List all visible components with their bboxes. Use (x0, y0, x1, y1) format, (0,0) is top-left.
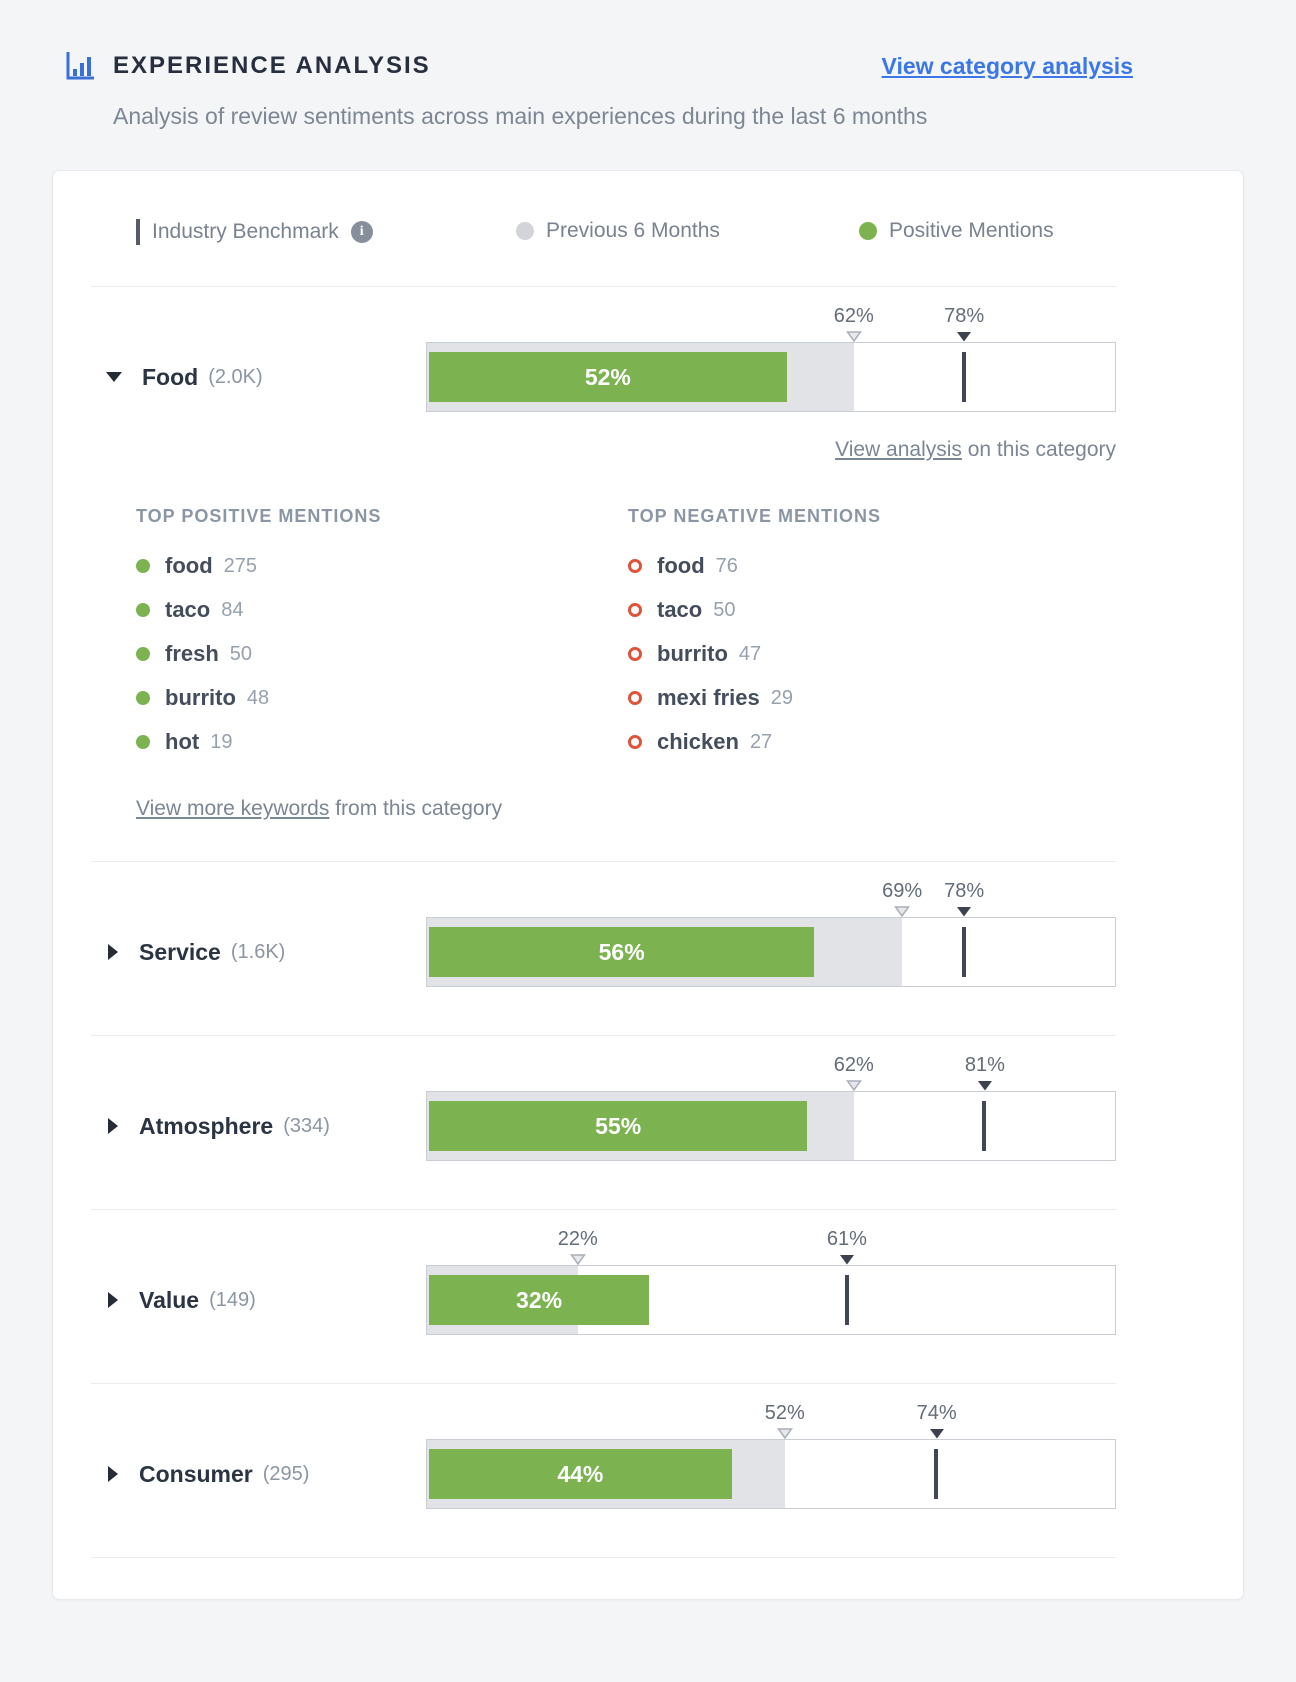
benchmark-triangle-icon (956, 331, 972, 342)
category-section-atmosphere (91, 1056, 1116, 1209)
bar-chart-icon (64, 50, 96, 82)
caret-right-icon[interactable] (108, 944, 118, 960)
bar-track (426, 1439, 1116, 1509)
negative-keyword-item: burrito 47 (628, 639, 1075, 669)
experience-analysis-card (52, 170, 1244, 1600)
sentiment-bar-consumer (426, 1404, 1116, 1509)
category-name: Atmosphere (139, 1112, 274, 1139)
benchmark-line (962, 927, 966, 977)
caret-right-icon[interactable] (108, 1292, 118, 1308)
negative-keyword-item: food 76 (628, 551, 1075, 581)
category-name: Food (142, 363, 199, 390)
negative-circle-icon (628, 735, 642, 749)
page-title: EXPERIENCE ANALYSIS (113, 52, 431, 79)
page-subtitle: Analysis of review sentiments across main experiences during the last 6 months (113, 103, 928, 129)
previous-marker: 62% (834, 1054, 874, 1091)
category-name: Service (139, 938, 221, 965)
negative-circle-icon (628, 647, 642, 661)
bar-track (426, 1265, 1116, 1335)
positive-keyword-item: food 275 (136, 551, 583, 581)
caret-right-icon[interactable] (108, 1118, 118, 1134)
sentiment-bar-food (426, 307, 1116, 412)
benchmark-triangle-icon (977, 1080, 993, 1091)
divider (91, 1557, 1116, 1558)
benchmark-triangle-icon (929, 1428, 945, 1439)
view-more-keywords-link[interactable]: View more keywords (136, 797, 330, 820)
divider (91, 861, 1116, 862)
previous-marker: 52% (765, 1402, 805, 1439)
category-row-food[interactable] (91, 307, 426, 412)
positive-dot-icon (859, 222, 877, 240)
bar-track (426, 342, 1116, 412)
category-section-food (91, 307, 1116, 861)
category-row-value[interactable] (91, 1230, 426, 1335)
negative-circle-icon (628, 691, 642, 705)
previous-triangle-icon (777, 1428, 793, 1439)
positive-value: 55% (595, 1112, 642, 1139)
positive-bar (429, 1275, 649, 1325)
divider (91, 1209, 1116, 1210)
benchmark-marker: 78% (944, 880, 984, 917)
positive-value: 32% (516, 1286, 563, 1313)
benchmark-marker: 61% (827, 1228, 867, 1265)
positive-bar (429, 1101, 807, 1151)
category-section-consumer (91, 1404, 1116, 1557)
category-row-consumer[interactable] (91, 1404, 426, 1509)
category-count: (2.0K) (208, 365, 263, 388)
benchmark-marker: 74% (917, 1402, 957, 1439)
positive-value: 56% (598, 938, 645, 965)
legend-previous-label: Previous 6 Months (546, 219, 720, 242)
category-name: Value (139, 1286, 200, 1313)
benchmark-triangle-icon (956, 906, 972, 917)
positive-bar (429, 352, 787, 402)
positive-keyword-item: taco 84 (136, 595, 583, 625)
positive-keyword-item: fresh 50 (136, 639, 583, 669)
benchmark-marker: 78% (944, 305, 984, 342)
positive-dot-icon (136, 559, 150, 573)
positive-bar (429, 927, 814, 977)
view-analysis-link[interactable]: View analysis (835, 438, 962, 461)
experience-analysis-header (64, 50, 1133, 130)
benchmark-line (982, 1101, 986, 1151)
benchmark-line (962, 352, 966, 402)
sentiment-bar-atmosphere (426, 1056, 1116, 1161)
chart-legend (91, 219, 1116, 245)
legend-benchmark-label: Industry Benchmark (152, 220, 339, 243)
bar-track (426, 1091, 1116, 1161)
view-analysis-rest: on this category (961, 438, 1116, 461)
caret-down-icon[interactable] (106, 372, 122, 382)
negative-keyword-item: mexi fries 29 (628, 683, 1075, 713)
negative-circle-icon (628, 559, 642, 573)
positive-keyword-item: hot 19 (136, 727, 583, 757)
category-count: (149) (209, 1288, 256, 1311)
category-row-service[interactable] (91, 882, 426, 987)
positive-value: 44% (557, 1460, 604, 1487)
benchmark-marker-icon (136, 219, 140, 245)
category-count: (295) (262, 1462, 310, 1485)
divider (91, 1383, 1116, 1384)
legend-positive-mentions (859, 219, 1054, 243)
category-section-service (91, 882, 1116, 1035)
negative-mentions-header: TOP NEGATIVE MENTIONS (628, 506, 882, 526)
negative-keyword-item: taco 50 (628, 595, 1075, 625)
positive-dot-icon (136, 691, 150, 705)
category-name: Consumer (139, 1460, 253, 1487)
top-positive-mentions (91, 506, 583, 771)
category-count: (334) (283, 1114, 330, 1137)
previous-triangle-icon (894, 906, 910, 917)
benchmark-marker: 81% (965, 1054, 1005, 1091)
positive-mentions-header: TOP POSITIVE MENTIONS (136, 506, 382, 526)
top-negative-mentions (583, 506, 1075, 771)
previous-marker: 62% (834, 305, 874, 342)
category-count: (1.6K) (230, 940, 286, 963)
caret-right-icon[interactable] (108, 1466, 118, 1482)
previous-triangle-icon (570, 1254, 586, 1265)
negative-circle-icon (628, 603, 642, 617)
previous-triangle-icon (846, 1080, 862, 1091)
view-analysis-line (91, 438, 1116, 462)
positive-value: 52% (584, 363, 631, 390)
category-section-value (91, 1230, 1116, 1383)
sentiment-bar-value (426, 1230, 1116, 1335)
negative-keyword-item: chicken 27 (628, 727, 1075, 757)
bar-track (426, 917, 1116, 987)
legend-previous-6-months (516, 219, 720, 243)
view-more-rest: from this category (329, 797, 503, 820)
divider (91, 286, 1116, 287)
positive-dot-icon (136, 735, 150, 749)
previous-marker: 69% (882, 880, 922, 917)
previous-marker: 22% (558, 1228, 598, 1265)
category-row-atmosphere[interactable] (91, 1056, 426, 1161)
sentiment-bar-service (426, 882, 1116, 987)
legend-positive-label: Positive Mentions (889, 219, 1054, 242)
view-category-analysis-link[interactable]: View category analysis (881, 52, 1133, 79)
divider (91, 1035, 1116, 1036)
previous-dot-icon (516, 222, 534, 240)
benchmark-line (934, 1449, 938, 1499)
positive-dot-icon (136, 647, 150, 661)
legend-industry-benchmark (136, 219, 373, 245)
benchmark-triangle-icon (839, 1254, 855, 1265)
positive-bar (429, 1449, 732, 1499)
info-icon[interactable]: i (351, 221, 373, 243)
previous-triangle-icon (846, 331, 862, 342)
view-more-line (136, 797, 1116, 821)
positive-keyword-item: burrito 48 (136, 683, 583, 713)
benchmark-line (845, 1275, 849, 1325)
positive-dot-icon (136, 603, 150, 617)
